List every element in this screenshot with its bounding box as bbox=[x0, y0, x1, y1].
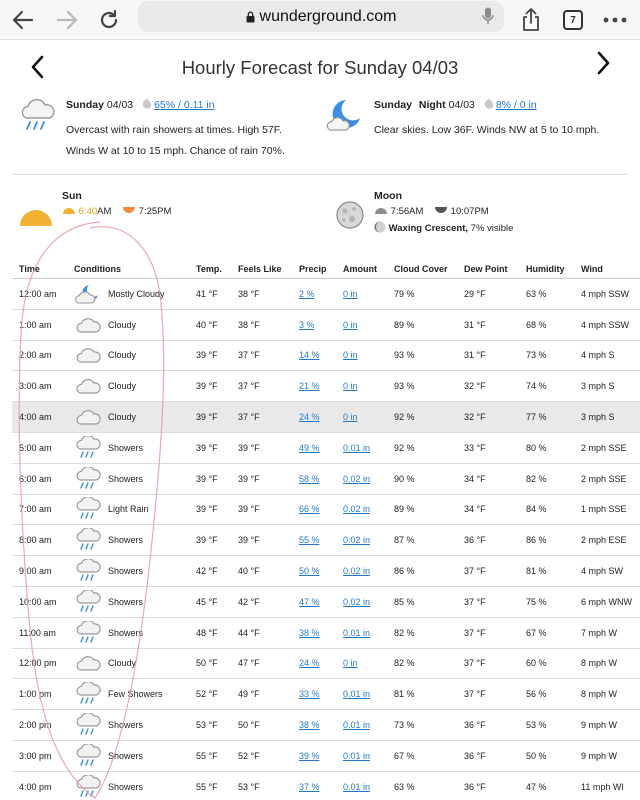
cloud-icon bbox=[73, 310, 103, 340]
row-dew-point: 34 °F bbox=[464, 504, 486, 515]
raindrop-icon bbox=[483, 98, 495, 110]
row-temp: 53 °F bbox=[196, 720, 218, 731]
header-humidity[interactable]: Humidity bbox=[526, 263, 565, 274]
row-temp: 39 °F bbox=[196, 442, 218, 453]
row-wind: 1 mph SSE bbox=[581, 504, 627, 515]
row-precip-link[interactable]: 38 % bbox=[299, 627, 320, 638]
url-text: wunderground.com bbox=[259, 7, 397, 25]
row-cloud-cover: 81 % bbox=[394, 689, 415, 700]
row-temp: 40 °F bbox=[196, 319, 218, 330]
row-humidity: 80 % bbox=[526, 442, 547, 453]
night-day-name: Sunday bbox=[374, 99, 412, 111]
browser-toolbar bbox=[0, 0, 640, 40]
row-dew-point: 33 °F bbox=[464, 442, 486, 453]
row-amount-link[interactable]: 0.02 in bbox=[343, 504, 371, 515]
address-bar[interactable] bbox=[138, 1, 504, 32]
row-conditions: Showers bbox=[108, 473, 144, 484]
rain-icon bbox=[73, 587, 103, 617]
lock-icon bbox=[246, 11, 255, 23]
row-dew-point: 36 °F bbox=[464, 535, 486, 546]
row-humidity: 60 % bbox=[526, 658, 547, 669]
cloud-icon bbox=[73, 341, 103, 371]
row-amount-link[interactable]: 0 in bbox=[343, 658, 358, 669]
cloud-icon bbox=[73, 649, 103, 679]
sunrise-suffix: AM bbox=[97, 206, 112, 217]
row-dew-point: 36 °F bbox=[464, 720, 486, 731]
row-dew-point: 37 °F bbox=[464, 689, 486, 700]
row-temp: 39 °F bbox=[196, 350, 218, 361]
chevron-right-icon bbox=[593, 50, 613, 76]
row-cloud-cover: 90 % bbox=[394, 473, 415, 484]
sun-title: Sun bbox=[62, 190, 82, 202]
row-cloud-cover: 79 % bbox=[394, 288, 415, 299]
row-cloud-cover: 87 % bbox=[394, 535, 415, 546]
rain-icon bbox=[73, 525, 103, 555]
table-row bbox=[12, 587, 640, 618]
table-row bbox=[12, 433, 640, 464]
row-temp: 39 °F bbox=[196, 473, 218, 484]
rain-icon bbox=[73, 433, 103, 463]
row-conditions: Cloudy bbox=[108, 658, 137, 669]
table-row bbox=[12, 495, 640, 526]
sunset-icon bbox=[122, 206, 136, 214]
row-wind: 9 mph W bbox=[581, 720, 618, 731]
row-humidity: 86 % bbox=[526, 535, 547, 546]
moon-phase-icon bbox=[374, 221, 386, 233]
forward-button[interactable] bbox=[52, 5, 82, 35]
row-dew-point: 29 °F bbox=[464, 288, 486, 299]
row-dew-point: 36 °F bbox=[464, 781, 486, 792]
row-feels-like: 38 °F bbox=[238, 288, 260, 299]
header-conditions[interactable]: Conditions bbox=[74, 263, 121, 274]
row-conditions: Showers bbox=[108, 720, 144, 731]
row-conditions: Showers bbox=[108, 781, 144, 792]
row-cloud-cover: 73 % bbox=[394, 720, 415, 731]
moon-title: Moon bbox=[374, 190, 402, 202]
moon-cloud-icon bbox=[326, 96, 366, 136]
rain-icon bbox=[73, 710, 103, 740]
arrow-left-icon bbox=[12, 10, 34, 30]
row-conditions: Showers bbox=[108, 566, 144, 577]
partly-cloudy-night-icon bbox=[73, 279, 103, 309]
row-wind: 3 mph S bbox=[581, 381, 615, 392]
row-conditions: Showers bbox=[108, 627, 144, 638]
row-feels-like: 37 °F bbox=[238, 412, 260, 423]
moonset-time: 10:07PM bbox=[450, 206, 489, 217]
row-wind: 9 mph W bbox=[581, 750, 618, 761]
more-button[interactable] bbox=[600, 5, 630, 35]
rain-icon bbox=[73, 464, 103, 494]
row-humidity: 74 % bbox=[526, 381, 547, 392]
row-dew-point: 36 °F bbox=[464, 750, 486, 761]
night-period: Night bbox=[418, 99, 446, 111]
row-time: 4:00 pm bbox=[19, 781, 52, 792]
row-dew-point: 37 °F bbox=[464, 566, 486, 577]
row-time: 12:00 am bbox=[19, 288, 57, 299]
row-conditions: Cloudy bbox=[108, 350, 137, 361]
row-feels-like: 37 °F bbox=[238, 350, 260, 361]
microphone-icon[interactable] bbox=[482, 7, 494, 25]
table-row bbox=[12, 525, 640, 556]
row-humidity: 84 % bbox=[526, 504, 547, 515]
cloud-icon bbox=[73, 371, 103, 401]
row-feels-like: 37 °F bbox=[238, 381, 260, 392]
share-button[interactable] bbox=[516, 5, 546, 35]
table-row bbox=[12, 341, 640, 372]
row-amount-link[interactable]: 0.01 in bbox=[343, 627, 371, 638]
row-wind: 2 mph ESE bbox=[581, 535, 627, 546]
table-row bbox=[12, 710, 640, 741]
moon-icon bbox=[335, 200, 365, 230]
row-temp: 55 °F bbox=[196, 781, 218, 792]
row-humidity: 56 % bbox=[526, 689, 547, 700]
row-cloud-cover: 85 % bbox=[394, 596, 415, 607]
row-wind: 8 mph W bbox=[581, 689, 618, 700]
row-time: 7:00 am bbox=[19, 504, 52, 515]
row-feels-like: 39 °F bbox=[238, 535, 260, 546]
row-wind: 4 mph SSW bbox=[581, 288, 630, 299]
row-humidity: 53 % bbox=[526, 720, 547, 731]
day-summary-text bbox=[66, 99, 285, 162]
row-precip-link[interactable]: 24 % bbox=[299, 658, 320, 669]
moon-phase: Waxing Crescent, bbox=[388, 223, 469, 234]
row-precip-link[interactable]: 50 % bbox=[299, 566, 320, 577]
row-feels-like: 50 °F bbox=[238, 720, 260, 731]
table-row bbox=[12, 649, 640, 680]
row-amount-link[interactable]: 0 in bbox=[343, 319, 358, 330]
row-conditions: Light Rain bbox=[108, 504, 149, 515]
row-cloud-cover: 89 % bbox=[394, 319, 415, 330]
row-time: 10:00 am bbox=[19, 596, 57, 607]
row-precip-link[interactable]: 58 % bbox=[299, 473, 320, 484]
row-cloud-cover: 92 % bbox=[394, 442, 415, 453]
table-row bbox=[12, 279, 640, 310]
row-cloud-cover: 67 % bbox=[394, 750, 415, 761]
rain-icon bbox=[73, 495, 103, 525]
sunrise-icon bbox=[62, 206, 76, 214]
row-amount-link[interactable]: 0.02 in bbox=[343, 566, 371, 577]
moonrise-icon bbox=[374, 206, 388, 214]
row-cloud-cover: 92 % bbox=[394, 412, 415, 423]
moonset-icon bbox=[434, 206, 448, 214]
row-conditions: Showers bbox=[108, 442, 144, 453]
row-dew-point: 32 °F bbox=[464, 381, 486, 392]
row-dew-point: 34 °F bbox=[464, 473, 486, 484]
rain-cloud-icon bbox=[18, 96, 58, 136]
row-temp: 45 °F bbox=[196, 596, 218, 607]
row-time: 3:00 am bbox=[19, 381, 52, 392]
tab-count-badge: 7 bbox=[563, 10, 583, 30]
row-humidity: 75 % bbox=[526, 596, 547, 607]
page-title: Hourly Forecast for Sunday 04/03 bbox=[181, 57, 459, 78]
table-header bbox=[12, 259, 640, 279]
row-feels-like: 39 °F bbox=[238, 473, 260, 484]
row-precip-link[interactable]: 24 % bbox=[299, 412, 320, 423]
row-feels-like: 39 °F bbox=[238, 504, 260, 515]
row-dew-point: 32 °F bbox=[464, 412, 486, 423]
header-time[interactable]: Time bbox=[19, 263, 40, 274]
row-humidity: 47 % bbox=[526, 781, 547, 792]
more-dots-icon bbox=[603, 17, 627, 23]
row-temp: 39 °F bbox=[196, 381, 218, 392]
day-precip-link[interactable]: 65% / 0.11 in bbox=[154, 99, 215, 111]
row-humidity: 73 % bbox=[526, 350, 547, 361]
row-wind: 4 mph SSW bbox=[581, 319, 630, 330]
row-time: 12:00 pm bbox=[19, 658, 57, 669]
sun-horizon-icon bbox=[18, 206, 54, 226]
row-dew-point: 31 °F bbox=[464, 350, 486, 361]
day-date: 04/03 bbox=[106, 99, 134, 111]
row-conditions: Showers bbox=[108, 535, 144, 546]
moonrise-time: 7:56AM bbox=[390, 206, 424, 217]
row-dew-point: 31 °F bbox=[464, 319, 486, 330]
row-precip-link[interactable]: 39 % bbox=[299, 750, 320, 761]
day-description-line1: Overcast with rain showers at times. High 57F. bbox=[66, 124, 282, 136]
row-conditions: Showers bbox=[108, 750, 144, 761]
row-time: 6:00 am bbox=[19, 473, 52, 484]
row-amount-link[interactable]: 0 in bbox=[343, 350, 358, 361]
row-temp: 50 °F bbox=[196, 658, 218, 669]
row-wind: 6 mph WNW bbox=[581, 596, 633, 607]
row-wind: 4 mph S bbox=[581, 350, 615, 361]
sunrise-time: 6:40 bbox=[78, 206, 98, 217]
row-precip-link[interactable]: 49 % bbox=[299, 442, 320, 453]
table-row bbox=[12, 402, 640, 433]
row-cloud-cover: 82 % bbox=[394, 658, 415, 669]
rain-icon bbox=[73, 556, 103, 586]
row-precip-link[interactable]: 3 % bbox=[299, 319, 315, 330]
row-amount-link[interactable]: 0.01 in bbox=[343, 689, 371, 700]
row-dew-point: 37 °F bbox=[464, 596, 486, 607]
section-divider bbox=[12, 174, 628, 175]
table-row bbox=[12, 772, 640, 800]
raindrop-icon bbox=[141, 98, 153, 110]
night-date: 04/03 bbox=[448, 99, 475, 111]
row-wind: 2 mph SSE bbox=[581, 442, 627, 453]
day-name: Sunday bbox=[66, 99, 104, 111]
row-time: 4:00 am bbox=[19, 412, 52, 423]
row-cloud-cover: 86 % bbox=[394, 566, 415, 577]
header-temp[interactable]: Temp. bbox=[196, 263, 222, 274]
table-row bbox=[12, 679, 640, 710]
row-temp: 39 °F bbox=[196, 504, 218, 515]
table-row bbox=[12, 741, 640, 772]
row-wind: 4 mph SW bbox=[581, 566, 624, 577]
row-conditions: Cloudy bbox=[108, 412, 137, 423]
row-temp: 55 °F bbox=[196, 750, 218, 761]
row-feels-like: 53 °F bbox=[238, 781, 260, 792]
header-cloud-cover[interactable]: Cloud Cover bbox=[394, 263, 448, 274]
row-wind: 2 mph SSE bbox=[581, 473, 627, 484]
row-wind: 11 mph WI bbox=[581, 781, 624, 792]
row-amount-link[interactable]: 0.01 in bbox=[343, 781, 371, 792]
back-button[interactable] bbox=[8, 5, 38, 35]
rain-icon bbox=[73, 679, 103, 709]
moon-visible-label: visible bbox=[487, 223, 514, 234]
row-cloud-cover: 93 % bbox=[394, 381, 415, 392]
row-temp: 39 °F bbox=[196, 535, 218, 546]
row-precip-link[interactable]: 37 % bbox=[299, 781, 320, 792]
moon-info bbox=[374, 190, 513, 234]
row-time: 2:00 pm bbox=[19, 720, 52, 731]
row-amount-link[interactable]: 0.02 in bbox=[343, 596, 371, 607]
cloud-icon bbox=[73, 402, 103, 432]
reload-button[interactable] bbox=[94, 5, 124, 35]
row-feels-like: 42 °F bbox=[238, 596, 260, 607]
night-summary-text bbox=[374, 99, 599, 141]
row-amount-link[interactable]: 0 in bbox=[343, 381, 358, 392]
row-feels-like: 49 °F bbox=[238, 689, 260, 700]
share-icon bbox=[521, 8, 541, 32]
row-precip-link[interactable]: 2 % bbox=[299, 288, 315, 299]
row-temp: 52 °F bbox=[196, 689, 218, 700]
row-dew-point: 37 °F bbox=[464, 658, 486, 669]
row-precip-link[interactable]: 21 % bbox=[299, 381, 320, 392]
header-amount[interactable]: Amount bbox=[343, 263, 377, 274]
row-conditions: Showers bbox=[108, 596, 144, 607]
row-feels-like: 44 °F bbox=[238, 627, 260, 638]
row-feels-like: 38 °F bbox=[238, 319, 260, 330]
sun-info bbox=[62, 190, 171, 217]
night-description: Clear skies. Low 36F. Winds NW at 5 to 10 mph. bbox=[374, 124, 600, 136]
arrow-right-icon bbox=[56, 10, 78, 30]
row-conditions: Cloudy bbox=[108, 381, 137, 392]
row-conditions: Few Showers bbox=[108, 689, 163, 700]
next-day-button[interactable] bbox=[593, 50, 613, 76]
row-time: 1:00 am bbox=[19, 319, 52, 330]
header-dew-point[interactable]: Dew Point bbox=[464, 263, 508, 274]
row-time: 11:00 am bbox=[19, 627, 56, 638]
row-precip-link[interactable]: 47 % bbox=[299, 596, 320, 607]
rain-icon bbox=[73, 741, 103, 771]
row-wind: 7 mph W bbox=[581, 627, 618, 638]
table-row bbox=[12, 310, 640, 341]
moon-visible-percent: 7% bbox=[470, 223, 485, 234]
row-feels-like: 39 °F bbox=[238, 442, 260, 453]
row-dew-point: 37 °F bbox=[464, 627, 486, 638]
row-cloud-cover: 93 % bbox=[394, 350, 415, 361]
row-time: 1:00 pm bbox=[19, 689, 52, 700]
tabs-button[interactable] bbox=[558, 5, 588, 35]
row-cloud-cover: 89 % bbox=[394, 504, 415, 515]
row-precip-link[interactable]: 14 % bbox=[299, 350, 320, 361]
row-conditions: Mostly Cloudy bbox=[108, 288, 165, 299]
row-feels-like: 52 °F bbox=[238, 750, 260, 761]
row-humidity: 68 % bbox=[526, 319, 547, 330]
row-feels-like: 40 °F bbox=[238, 566, 260, 577]
row-time: 3:00 pm bbox=[19, 750, 52, 761]
row-temp: 39 °F bbox=[196, 412, 218, 423]
day-description-line2: Winds W at 10 to 15 mph. Chance of rain 70%. bbox=[66, 145, 285, 157]
table-row bbox=[12, 556, 640, 587]
row-wind: 3 mph S bbox=[581, 412, 615, 423]
row-humidity: 63 % bbox=[526, 288, 547, 299]
row-wind: 8 mph W bbox=[581, 658, 618, 669]
row-amount-link[interactable]: 0.01 in bbox=[343, 720, 371, 731]
table-row bbox=[12, 371, 640, 402]
row-amount-link[interactable]: 0 in bbox=[343, 412, 358, 423]
row-humidity: 82 % bbox=[526, 473, 547, 484]
row-amount-link[interactable]: 0.01 in bbox=[343, 442, 371, 453]
rain-icon bbox=[73, 618, 103, 648]
row-amount-link[interactable]: 0 in bbox=[343, 288, 358, 299]
row-precip-link[interactable]: 33 % bbox=[299, 689, 320, 700]
row-amount-link[interactable]: 0.01 in bbox=[343, 750, 371, 761]
header-wind[interactable]: Wind bbox=[581, 263, 603, 274]
table-row bbox=[12, 464, 640, 495]
header-precip[interactable]: Precip bbox=[299, 263, 327, 274]
reload-icon bbox=[98, 9, 120, 31]
header-feels-like[interactable]: Feels Like bbox=[238, 263, 282, 274]
row-time: 2:00 am bbox=[19, 350, 52, 361]
row-time: 8:00 am bbox=[19, 535, 52, 546]
row-amount-link[interactable]: 0.02 in bbox=[343, 535, 371, 546]
row-amount-link[interactable]: 0.02 in bbox=[343, 473, 371, 484]
row-temp: 41 °F bbox=[196, 288, 218, 299]
row-humidity: 50 % bbox=[526, 750, 547, 761]
hourly-forecast-table bbox=[12, 259, 640, 800]
row-cloud-cover: 82 % bbox=[394, 627, 415, 638]
row-precip-link[interactable]: 66 % bbox=[299, 504, 320, 515]
night-precip-link[interactable]: 8% / 0 in bbox=[495, 99, 537, 111]
row-feels-like: 47 °F bbox=[238, 658, 260, 669]
row-humidity: 67 % bbox=[526, 627, 547, 638]
row-cloud-cover: 63 % bbox=[394, 781, 415, 792]
row-humidity: 81 % bbox=[526, 566, 547, 577]
row-conditions: Cloudy bbox=[108, 319, 137, 330]
row-humidity: 77 % bbox=[526, 412, 547, 423]
row-precip-link[interactable]: 55 % bbox=[299, 535, 320, 546]
row-time: 5:00 am bbox=[19, 442, 52, 453]
table-row bbox=[12, 618, 640, 649]
row-precip-link[interactable]: 38 % bbox=[299, 720, 320, 731]
row-temp: 48 °F bbox=[196, 627, 218, 638]
row-temp: 42 °F bbox=[196, 566, 218, 577]
sunset-time: 7:25PM bbox=[138, 206, 172, 217]
table-body bbox=[12, 279, 640, 800]
row-time: 9:00 am bbox=[19, 566, 52, 577]
rain-icon bbox=[73, 772, 103, 800]
